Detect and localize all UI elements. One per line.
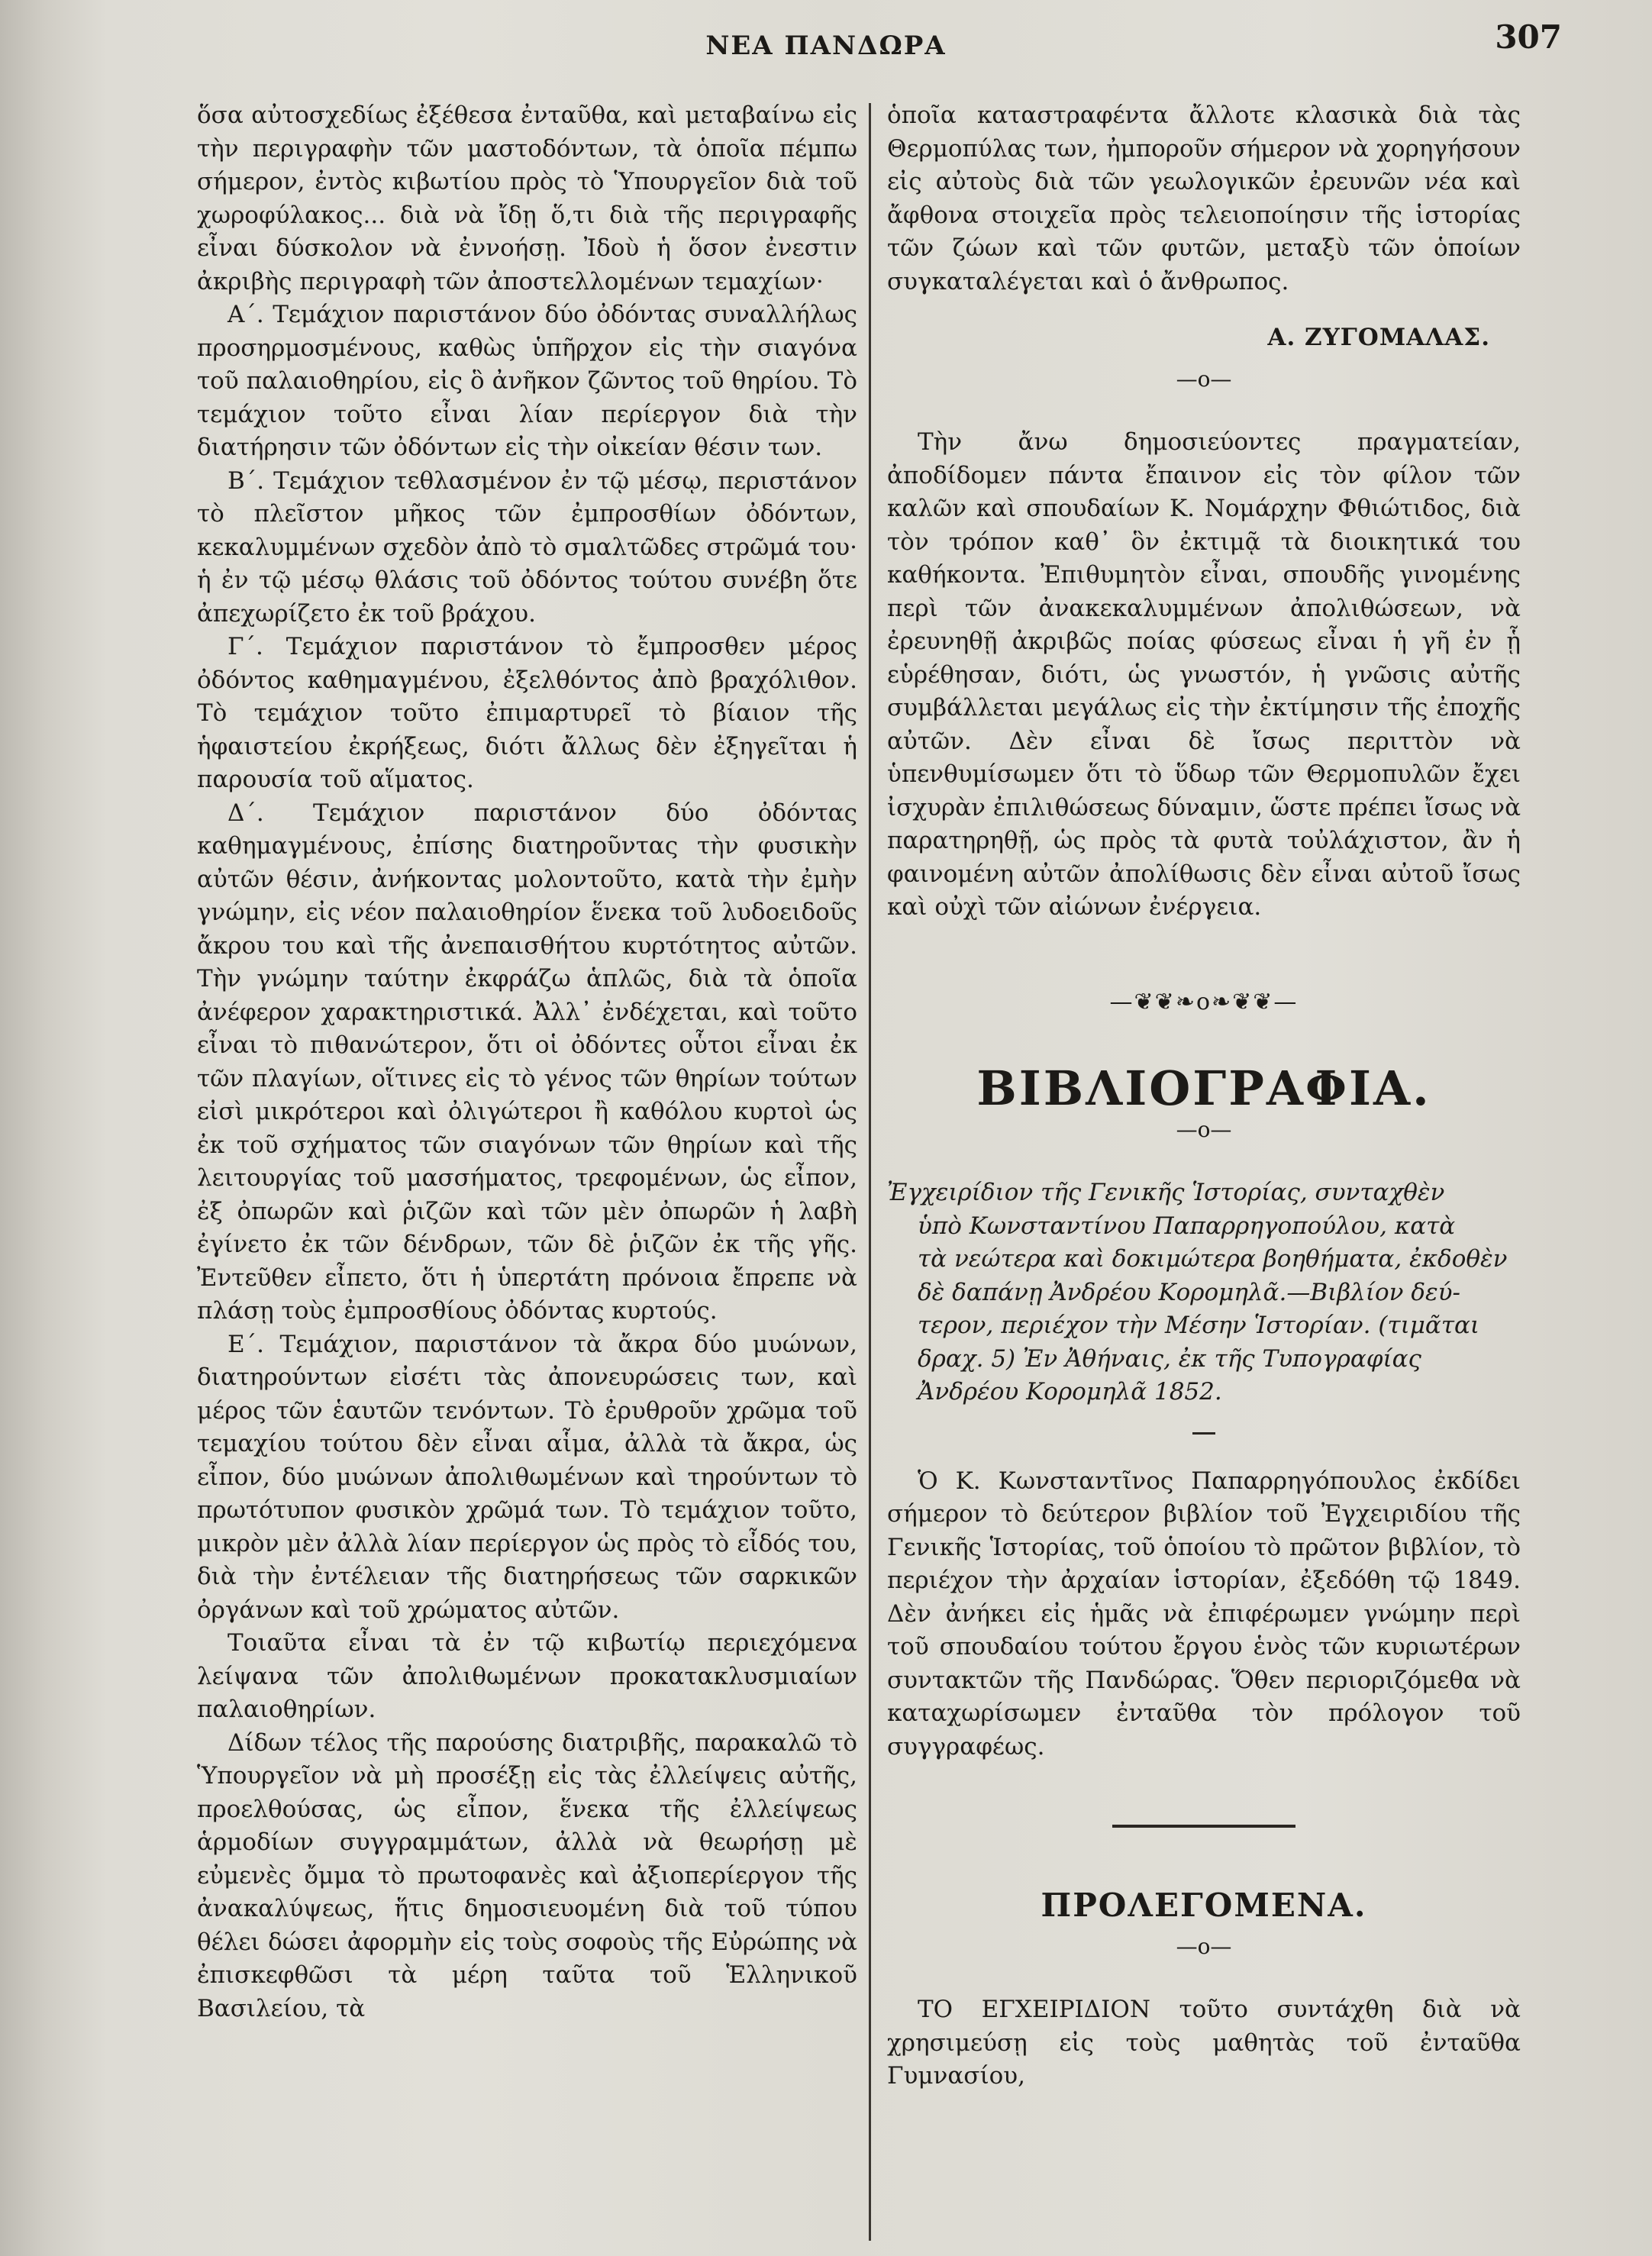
right-column: [887, 99, 1521, 2093]
left-paragraph: Β΄. Τεμάχιον τεθλασμένον ἐν τῷ μέσῳ, περιστάνον τὸ πλεῖστον μῆκος τῶν ἐμπροσθίων ὀδόντων, κεκαλυμμένων σχεδὸν ἀπὸ τὸ σμαλτῶδες στρῶμά του· ἡ ἐν τῷ μέσῳ θλάσις τοῦ ὀδόντος τούτου συνέβη ὅτε ἀπεχωρίζετο ἐκ τοῦ βράχου.: [197, 466, 857, 628]
separator: —o—: [1176, 366, 1232, 392]
column-divider: [869, 103, 871, 2241]
page-number: 307: [1495, 18, 1562, 56]
article-continuation: ὁποῖα καταστραφέντα ἄλλοτε κλασικὰ διὰ τὰς Θερμοπύλας των, ἠμποροῦν σήμερον νὰ χορηγήσουν εἰς αὐτοὺς διὰ τῶν γεωλογικῶν ἐρευνῶν νέα καὶ ἄφθονα στοιχεῖα πρὸς τελειοποίησιν τῆς ἱστορίας τῶν ζώων καὶ τῶν φυτῶν, μεταξὺ τῶν ὁποίων συγκαταλέγεται καὶ ὁ ἄνθρωπος.: [887, 102, 1521, 295]
citation-line: τὰ νεώτερα καὶ δοκιμώτερα βοηθήματα, ἐκδοθὲν: [918, 1245, 1508, 1273]
section-rule: [1112, 1825, 1295, 1828]
bibliography-heading: ΒΙΒΛΙΟΓΡΑΦΙΑ.: [976, 1060, 1431, 1116]
left-paragraph: Δ΄. Τεμάχιον παριστάνον δύο ὀδόντας καθημαγμένους, ἐπίσης διατηροῦντας τὴν φυσικὴν αὐτῶν θέσιν, ἀνήκοντας μολοντοῦτο, κατὰ τὴν ἐμὴν γνώμην, εἰς νέον παλαιοθηρίον ἕνεκα τοῦ λυδοειδοῦς ἄκρου του καὶ τῆς ἀνεπαισθήτου κυρτότητος αὐτῶν. Τὴν γνώμην ταύτην ἐκφράζω ἁπλῶς, διὰ τὰ ὁποῖα ἀνέφερον χαρακτηριστικά. Ἀλλ᾽ ἐνδέχεται, καὶ τοῦτο εἶναι τὸ πιθανώτερον, ὅτι οἱ ὀδόντες οὗτοι εἶναι ἐκ τῶν πλαγίων, οἵτινες εἰς τὸ γένος τῶν θηρίων τούτων εἰσὶ μικρότεροι καὶ ὀλιγώτεροι ἢ καθόλου κυρτοὶ ὡς ἐκ τοῦ σχήματος τῶν σιαγόνων τῶν θηρίων καὶ τῆς λειτουργίας τοῦ μασσήματος, τρεφομένων, ὡς εἶπον, ἐξ ὀπωρῶν καὶ ῥιζῶν καὶ τῶν μὲν ὀπωρῶν ἡ λαβὴ ἐγίνετο ἐκ τῶν δένδρων, τῶν δὲ ῥιζῶν ἐκ τῆς γῆς. Ἐντεῦθεν εἶπετο, ὅτι ἡ ὑπερτάτη πρόνοια ἔπρεπε νὰ πλάσῃ τοὺς ἐμπροσθίους ὀδόντας κυρτούς.: [197, 799, 857, 1325]
left-paragraph: Τοιαῦτα εἶναι τὰ ἐν τῷ κιβωτίῳ περιεχόμενα λείψανα τῶν ἀπολιθωμένων προκατακλυσμιαίων παλαιοθηρίων.: [197, 1629, 857, 1723]
author-signature: Α. ΖΥΓΟΜΑΛΑΣ.: [1267, 324, 1490, 351]
left-column: [197, 99, 857, 2025]
citation-line: Ἐγχειρίδιον τῆς Γενικῆς Ἱστορίας, συνταχθὲν: [887, 1179, 1445, 1206]
editorial-note: Τὴν ἄνω δημοσιεύοντες πραγματείαν, ἀποδίδομεν πάντα ἔπαινον εἰς τὸν φίλον τῶν καλῶν καὶ σπουδαίων Κ. Νομάρχην Φθιώτιδος, διὰ τὸν τρόπον καθ᾽ ὃν ἐκτιμᾷ τὰ διοικητικά του καθήκοντα. Ἐπιθυμητὸν εἶναι, σπουδῆς γινομένης περὶ τῶν ἀνακεκαλυμμένων ἀπολιθώσεων, νὰ ἐρευνηθῇ ἀκριβῶς ποίας φύσεως εἶναι ἡ γῆ ἐν ᾗ εὑρέθησαν, διότι, ὡς γνωστόν, ἡ γνῶσις αὐτῆς συμβάλλεται μεγάλως εἰς τὴν ἐκτίμησιν τῆς ἐποχῆς αὐτῶν. Δὲν εἶναι δὲ ἴσως περιττὸν νὰ ὑπενθυμίσωμεν ὅτι τὸ ὕδωρ τῶν Θερμοπυλῶν ἔχει ἰσχυρὰν ἐπιλιθώσεως δύναμιν, ὥστε πρέπει ἴσως νὰ παρατηρηθῇ, ὡς πρὸς τὰ φυτὰ τοὐλάχιστον, ἂν ἡ φαινομένη αὐτῶν ἀπολίθωσις δὲν εἶναι αὐτοῦ ἴσως καὶ οὐχὶ τῶν αἰώνων ἐνέργεια.: [887, 428, 1521, 921]
left-paragraph: Γ΄. Τεμάχιον παριστάνον τὸ ἔμπροσθεν μέρος ὀδόντος καθημαγμένου, ἐξελθόντος ἀπὸ βραχόλιθον. Τὸ τεμάχιον τοῦτο ἐπιμαρτυρεῖ τὸ βίαιον τῆς ἡφαιστείου ἐκρήξεως, διότι ἄλλως δὲν ἐξηγεῖται ἡ παρουσία τοῦ αἵματος.: [197, 633, 857, 793]
short-rule: [1192, 1432, 1215, 1435]
left-paragraph: Α΄. Τεμάχιον παριστάνον δύο ὀδόντας συναλλήλως προσηρμοσμένους, καθὼς ὑπῆρχον εἰς τὴν σιαγόνα τοῦ παλαιοθηρίου, εἰς ὃ ἀνῆκον ζῶντος τοῦ θηρίου. Τὸ τεμάχιον τοῦτο εἶναι λίαν περίεργον διὰ τὴν διατήρησιν τῶν ὀδόντων εἰς τὴν οἰκείαν θέσιν των.: [197, 301, 857, 461]
prolegomena-paragraph: ΤΟ ΕΓΧΕΙΡΙΔΙΟΝ τοῦτο συντάχθη διὰ νὰ χρησιμεύσῃ εἰς τοὺς μαθητὰς τοῦ ἐνταῦθα Γυμνασίου,: [887, 1996, 1521, 2090]
left-paragraph: Δίδων τέλος τῆς παρούσης διατριβῆς, παρακαλῶ τὸ Ὑπουργεῖον νὰ μὴ προσέξῃ εἰς τὰς ἐλλείψεις αὐτῆς, προελθούσας, ὡς εἶπον, ἕνεκα τῆς ἐλλείψεως ἁρμοδίων συγγραμμάτων, ἀλλὰ νὰ θεωρήσῃ μὲ εὐμενὲς ὄμμα τὸ πρωτοφανὲς καὶ ἀξιοπερίεργον τῆς ἀνακαλύψεως, ἥτις δημοσιευομένη διὰ τοῦ τύπου θέλει δώσει ἀφορμὴν εἰς τοὺς σοφοὺς τῆς Εὐρώπης νὰ ἐπισκεφθῶσι τὰ μέρη ταῦτα τοῦ Ἑλληνικοῦ Βασιλείου, τὰ: [197, 1728, 857, 2022]
citation-line: δραχ. 5) Ἐν Ἀθήναις, ἐκ τῆς Τυπογραφίας: [918, 1344, 1421, 1373]
left-paragraph: ὅσα αὐτοσχεδίως ἐξέθεσα ἐνταῦθα, καὶ μεταβαίνω εἰς τὴν περιγραφὴν τῶν μαστοδόντων, τὰ ὁποῖα πέμπω σήμερον, ἐντὸς κιβωτίου πρὸς τὸ Ὑπουργεῖον διὰ τοῦ χωροφύλακος... διὰ νὰ ἴδῃ ὅ,τι διὰ τῆς περιγραφῆς εἶναι δύσκολον νὰ ἐννοήσῃ. Ἰδοὺ ἡ ὅσον ἐνεστιν ἀκριβὴς περιγραφὴ τῶν ἀποστελλομένων τεμαχίων·: [197, 102, 857, 295]
separator: —o—: [1176, 1116, 1232, 1142]
citation-line: ὑπὸ Κωνσταντίνου Παπαρρηγοπούλου, κατὰ: [918, 1212, 1456, 1240]
page-header-title: ΝΕΑ ΠΑΝΔΩΡΑ: [705, 31, 947, 61]
separator: —o—: [1176, 1933, 1232, 1959]
citation-line: Ἀνδρέου Κορομηλᾶ 1852.: [918, 1378, 1222, 1406]
prolegomena-heading: ΠΡΟΛΕΓΟΜΕΝΑ.: [1041, 1886, 1367, 1924]
citation-line: δὲ δαπάνῃ Ἀνδρέου Κορομηλᾶ.—Βιβλίον δεύ-: [918, 1278, 1460, 1306]
citation-line: τερον, περιέχον τὴν Μέσην Ἱστορίαν. (τιμᾶται: [918, 1312, 1480, 1339]
ornament-divider: —❦❦❧o❧❦❦—: [1109, 988, 1299, 1015]
book-citation: [887, 1176, 1521, 1409]
left-paragraph: Ε΄. Τεμάχιον, παριστάνον τὰ ἄκρα δύο μυώνων, διατηρούντων εἰσέτι τὰς ἀπονευρώσεις των, καὶ μέρος τῶν ἑαυτῶν τενόντων. Τὸ ἐρυθροῦν χρῶμα τοῦ τεμαχίου τούτου δὲν εἶναι αἷμα, ἀλλὰ τὰ ἄκρα, ὡς εἶπον, δύο μυώνων ἀπολιθωμένων καὶ τηρούντων τὸ πρωτότυπον φυσικὸν χρῶμά των. Τὸ τεμάχιον τοῦτο, μικρὸν μὲν ἀλλὰ λίαν περίεργον ὡς πρὸς τὸ εἶδός του, διὰ τὴν ἐντέλειαν τῆς διατηρήσεως τῶν σαρκικῶν ὀργάνων καὶ τοῦ χρώματος αὐτῶν.: [197, 1330, 857, 1624]
review-paragraph: Ὁ Κ. Κωνσταντῖνος Παπαρρηγόπουλος ἐκδίδει σήμερον τὸ δεύτερον βιβλίον τοῦ Ἐγχειριδίου τῆς Γενικῆς Ἱστορίας, τοῦ ὁποίου τὸ πρῶτον βιβλίον, τὸ περιέχον τὴν ἀρχαίαν ἱστορίαν, ἐξεδόθη τῷ 1849. Δὲν ἀνήκει εἰς ἡμᾶς νὰ ἐπιφέρωμεν γνώμην περὶ τοῦ σπουδαίου τούτου ἔργου ἑνὸς τῶν κυριωτέρων συντακτῶν τῆς Πανδώρας. Ὅθεν περιοριζόμεθα νὰ καταχωρίσωμεν ἐνταῦθα τὸν πρόλογον τοῦ συγγραφέως.: [887, 1467, 1521, 1761]
